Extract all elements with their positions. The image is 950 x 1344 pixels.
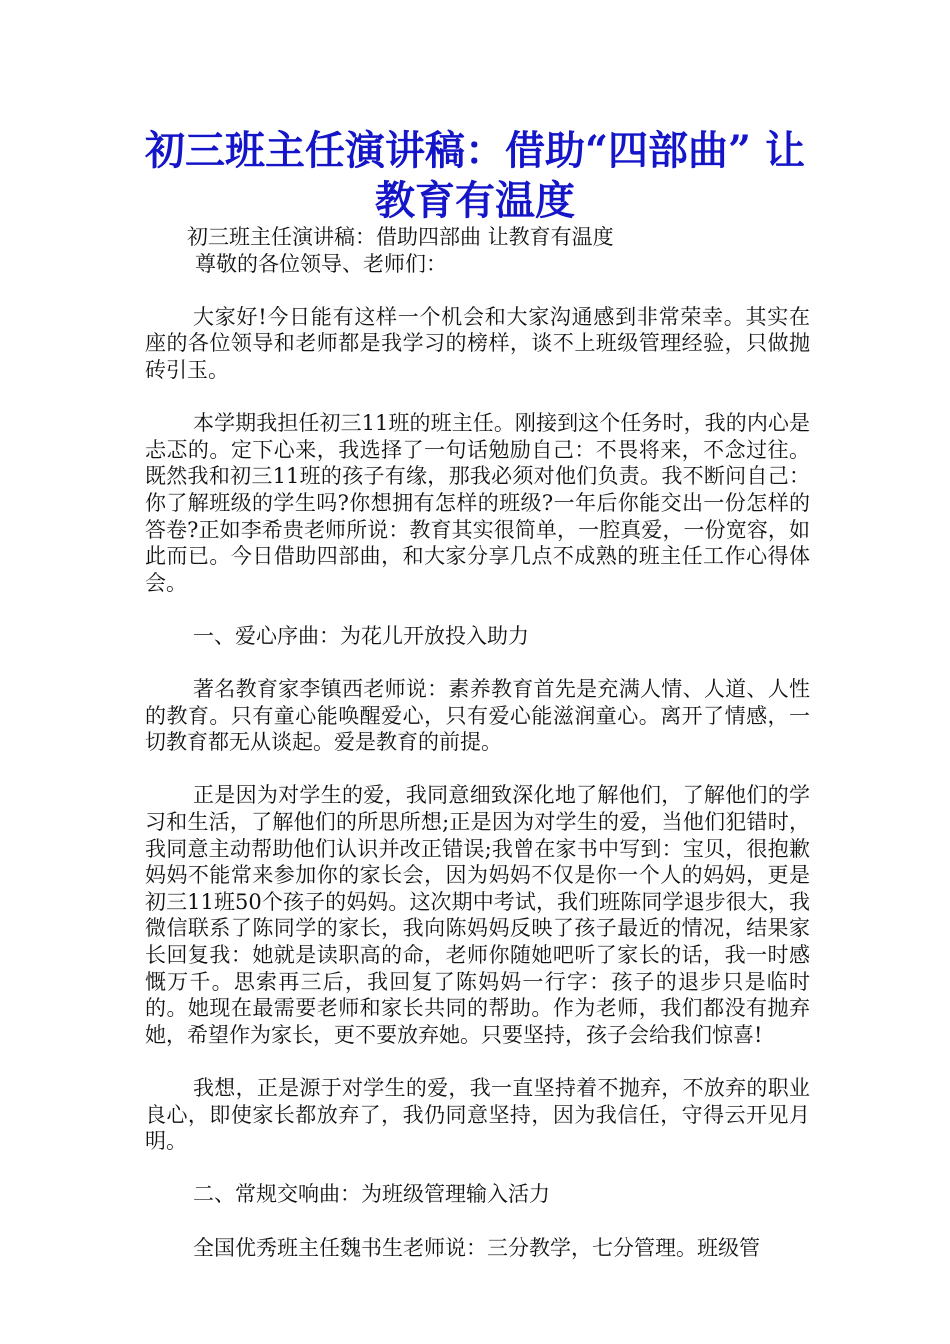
salutation: 尊敬的各位领导、老师们： <box>195 251 447 276</box>
section-heading: 一、爱心序曲：为花儿开放投入助力 <box>193 623 529 648</box>
paragraph-gap <box>145 1048 810 1075</box>
paragraph: 正是因为对学生的爱，我同意细致深化地了解他们，了解他们的学习和生活，了解他们的所思所想;正是因为对学生的爱，当他们犯错时，我同意主动帮助他们认识并改正错误;我曾在家书中写到：宝贝，很抱歉妈妈不能常来参加你的家长会，因为妈妈不仅是你一个人的妈妈，更是初三11班50个孩子的妈妈。这次期中考试，我们班陈同学退步很大，我微信联系了陈同学的家长，我向陈妈妈反映了孩子最近的情况，结果家长回复我：她就是读职高的命，老师你随她吧听了家长的话，我一时感慨万千。思索再三后，我回复了陈妈妈一行字：孩子的退步只是临时的。她现在最需要老师和家长共同的帮助。作为老师，我们都没有抛弃她，希望作为家长，更不要放弃她。只要坚持，孩子会给我们惊喜! <box>145 783 810 1047</box>
paragraph: 本学期我担任初三11班的班主任。刚接到这个任务时，我的内心是忐忑的。定下心来，我选择了一句话勉励自己：不畏将来，不念过往。既然我和初三11班的孩子有缘，那我必须对他们负责。我不断问自己：你了解班级的学生吗?你想拥有怎样的班级?一年后你能交出一份怎样的答卷?正如李希贵老师所说：教育其实很简单，一腔真爱，一份宽容，如此而已。今日借助四部曲，和大家分享几点不成熟的班主任工作心得体会。 <box>145 411 810 595</box>
paragraph-gap <box>145 596 810 623</box>
paragraph-gap <box>145 277 810 304</box>
paragraph-gap <box>145 756 810 783</box>
paragraph-gap <box>145 384 810 411</box>
document-body <box>145 224 810 1261</box>
paragraph-gap <box>145 650 810 677</box>
section-heading: 二、常规交响曲：为班级管理输入活力 <box>193 1182 550 1207</box>
paragraph-gap <box>145 1208 810 1235</box>
paragraph: 我想，正是源于对学生的爱，我一直坚持着不抛弃，不放弃的职业良心，即使家长都放弃了，我仍同意坚持，因为我信任，守得云开见月明。 <box>145 1076 810 1154</box>
paragraph: 全国优秀班主任魏书生老师说：三分教学，七分管理。班级管 <box>193 1235 760 1260</box>
paragraph-gap <box>145 1155 810 1182</box>
document-subtitle: 初三班主任演讲稿：借助四部曲 让教育有温度 <box>187 225 614 249</box>
paragraph: 大家好!今日能有这样一个机会和大家沟通感到非常荣幸。其实在座的各位领导和老师都是我学习的榜样，谈不上班级管理经验，只做抛砖引玉。 <box>145 304 810 382</box>
paragraph: 著名教育家李镇西老师说：素养教育首先是充满人情、人道、人性的教育。只有童心能唤醒爱心，只有爱心能滋润童心。离开了情感，一切教育都无从谈起。爱是教育的前提。 <box>145 677 810 755</box>
document-title: 初三班主任演讲稿：借助“四部曲” 让教育有温度 <box>145 127 805 224</box>
